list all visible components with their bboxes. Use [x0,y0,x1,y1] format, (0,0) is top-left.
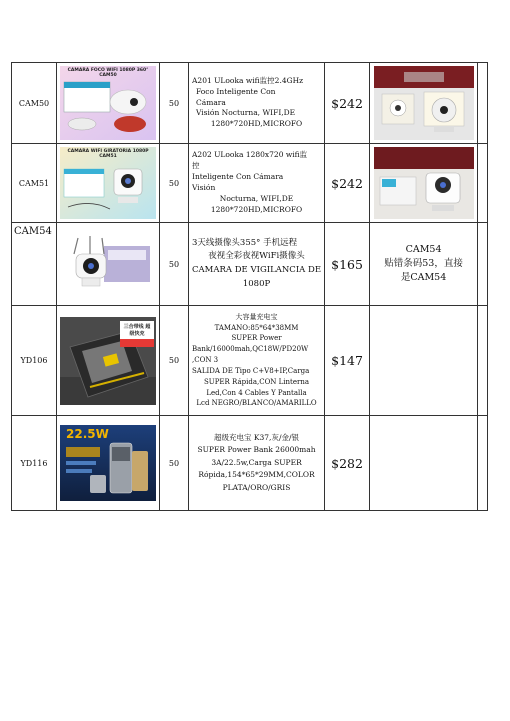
table-row [12,223,488,306]
product-table [11,62,488,511]
quantity: 50 [160,223,189,306]
desc-line: Inteligente Con Cámara [192,172,284,182]
desc-line: Visión Nocturna, WIFI,DE [196,108,296,118]
table-row [12,144,488,223]
product-image-cell [57,63,160,144]
desc-line: 3A/22.5w,Carga SUPER [211,457,302,467]
description [189,144,325,223]
product-image-cell [57,223,160,306]
description [189,223,325,306]
desc-line: TAMANO:85*64*38MM [214,323,299,332]
product-code: CAM51 [12,144,57,223]
desc-line: Cámara [196,97,226,107]
desc-line: Rópida,154*65*29MM,COLOR [198,470,315,480]
desc-line: SUPER Rápida,CON Linterna [204,377,310,386]
desc-line: SUPER Power [231,334,282,343]
quantity: 50 [160,144,189,223]
desc-line: A201 ULooka wifi监控2.4GHz [192,75,304,85]
desc-line: Foco Inteligente Con [196,86,276,96]
quantity: 50 [160,306,189,416]
desc-line: 夜视全彩夜视WiFi摄像头 [208,251,305,262]
desc-line: Lcd NEGRO/BLANCO/AMARILLO [196,399,317,408]
desc-line: SALIDA DE Tipo C+V8+IP,Carga [192,366,310,375]
desc-line: Bank/16000mah,QC18W/PD20W [192,345,309,354]
desc-line: 大容量充电宝 [235,312,278,321]
product-code: CAM50 [12,63,57,144]
description [189,63,325,144]
product-image [60,317,156,405]
desc-line: Visión [192,183,216,192]
price: $165 [325,223,370,306]
image-caption: 22.5W [66,427,109,441]
desc-line: Led,Con 4 Cables Y Pantalla [206,388,307,397]
note-line: 贴错条码53，直接 [384,257,463,269]
price: $147 [325,306,370,416]
desc-line: CAMARA DE VIGILANCIA DE [192,265,322,275]
desc-line: A202 ULooka 1280x720 wifi监 [192,150,308,160]
desc-line: 超级充电宝 K37,灰/金/银 [214,433,299,443]
desc-line: PLATA/ORO/GRIS [222,482,291,492]
product-photo [374,66,474,140]
product-photo-cell [370,144,478,223]
desc-line: 控 [192,161,200,171]
note-line: CAM54 [405,243,442,255]
desc-line: SUPER Power Bank 26000mah [197,445,316,455]
image-caption: 三合带线 超级快充 [123,323,151,337]
description [189,306,325,416]
desc-line: 1080P [242,278,271,289]
product-code: YD116 [12,416,57,511]
description [189,416,325,511]
quantity: 50 [160,63,189,144]
product-image-cell [57,416,160,511]
desc-line: 1280*720HD,MICROFO [210,204,303,214]
image-caption: CAMARA FOCO WIFI 1080P 360° CAM50 [67,68,149,78]
note [370,223,478,306]
product-image-cell [57,306,160,416]
desc-line: 3天线摄像头355° 手机远程 [192,237,298,248]
table-row [12,63,488,144]
table-row [12,416,488,511]
desc-line: 1280*720HD,MICROFO [210,119,303,129]
product-code: CAM54 [12,223,57,306]
product-code: YD106 [12,306,57,416]
product-image [60,147,156,219]
price: $282 [325,416,370,511]
price: $242 [325,144,370,223]
table-row [12,306,488,416]
product-image [60,228,156,300]
note-line: 是CAM54 [400,272,447,284]
price: $242 [325,63,370,144]
product-image-cell [57,144,160,223]
desc-line: ,CON 3 [192,356,219,365]
product-image [60,425,156,501]
quantity: 50 [160,416,189,511]
product-photo [374,147,474,219]
product-image [60,66,156,140]
product-photo-cell [370,63,478,144]
image-caption: CAMARA WIFI GIRATORIA 1080P CAM51 [67,149,149,159]
desc-line: Nocturna, WIFI,DE [219,193,294,203]
